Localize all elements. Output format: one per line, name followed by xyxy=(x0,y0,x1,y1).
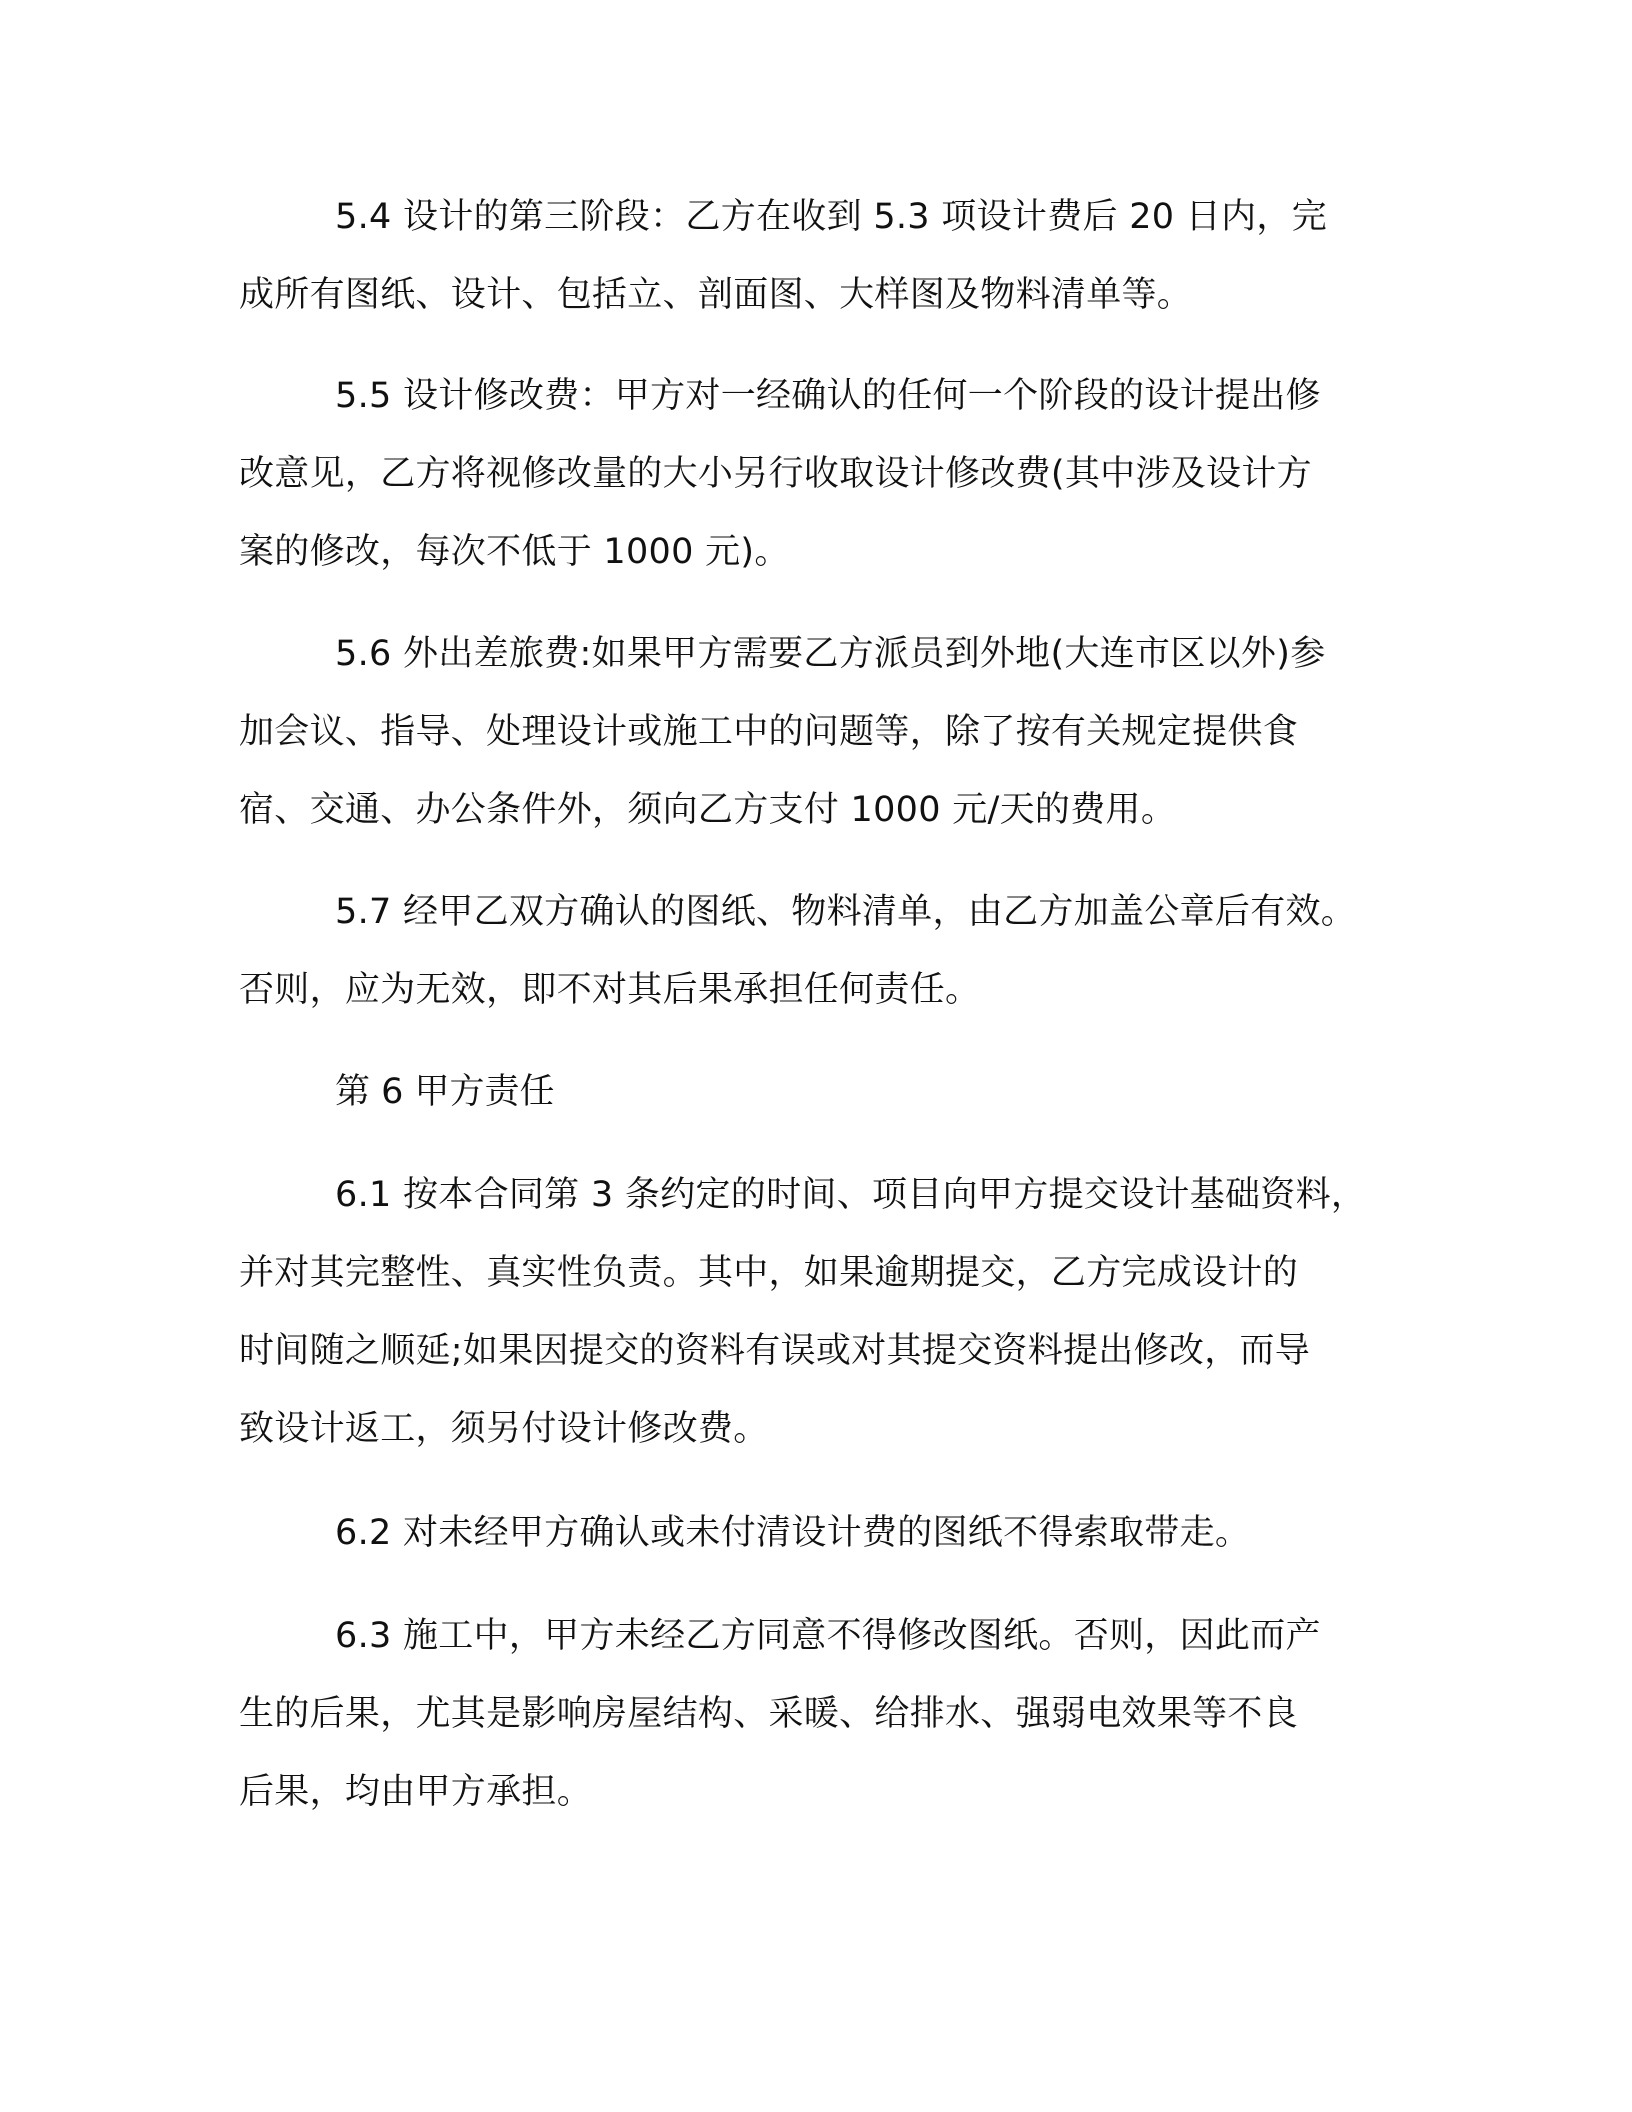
paragraph-5-7 xyxy=(239,873,1389,1029)
paragraph-line: 成所有图纸、设计、包括立、剖面图、大样图及物料清单等。 xyxy=(239,275,1193,315)
paragraph-5-4 xyxy=(239,178,1389,334)
paragraph-6-3 xyxy=(239,1597,1389,1831)
paragraph-line: 改意见，乙方将视修改量的大小另行收取设计修改费(其中涉及设计方 xyxy=(239,454,1312,494)
paragraph-line: 5.4 设计的第三阶段：乙方在收到 5.3 项设计费后 20 日内，完 xyxy=(335,197,1327,237)
paragraph-line: 5.5 设计修改费：甲方对一经确认的任何一个阶段的设计提出修 xyxy=(335,376,1321,416)
paragraph-6-2 xyxy=(239,1494,1389,1572)
paragraph-line: 并对其完整性、真实性负责。其中，如果逾期提交，乙方完成设计的 xyxy=(239,1253,1299,1293)
paragraph-6-1 xyxy=(239,1156,1389,1468)
paragraph-5-6 xyxy=(239,615,1389,849)
paragraph-line: 致设计返工，须另付设计修改费。 xyxy=(239,1409,769,1449)
paragraph-line: 宿、交通、办公条件外，须向乙方支付 1000 元/天的费用。 xyxy=(239,790,1177,830)
paragraph-line: 6.3 施工中，甲方未经乙方同意不得修改图纸。否则，因此而产 xyxy=(335,1616,1321,1656)
paragraph-line: 时间随之顺延;如果因提交的资料有误或对其提交资料提出修改，而导 xyxy=(239,1331,1311,1371)
paragraph-line: 案的修改，每次不低于 1000 元)。 xyxy=(239,532,790,572)
paragraph-line: 5.6 外出差旅费:如果甲方需要乙方派员到外地(大连市区以外)参 xyxy=(335,634,1326,674)
paragraph-line: 否则，应为无效，即不对其后果承担任何责任。 xyxy=(239,970,981,1010)
paragraph-line: 5.7 经甲乙双方确认的图纸、物料清单，由乙方加盖公章后有效。 xyxy=(335,892,1357,932)
paragraph-line: 6.1 按本合同第 3 条约定的时间、项目向甲方提交设计基础资料， xyxy=(335,1175,1367,1215)
section-heading: 第 6 甲方责任 xyxy=(335,1072,555,1112)
paragraph-5-5 xyxy=(239,357,1389,591)
paragraph-line: 6.2 对未经甲方确认或未付清设计费的图纸不得索取带走。 xyxy=(335,1513,1251,1553)
paragraph-line: 后果，均由甲方承担。 xyxy=(239,1772,593,1812)
paragraph-line: 生的后果，尤其是影响房屋结构、采暖、给排水、强弱电效果等不良 xyxy=(239,1694,1299,1734)
paragraph-line: 加会议、指导、处理设计或施工中的问题等，除了按有关规定提供食 xyxy=(239,712,1299,752)
